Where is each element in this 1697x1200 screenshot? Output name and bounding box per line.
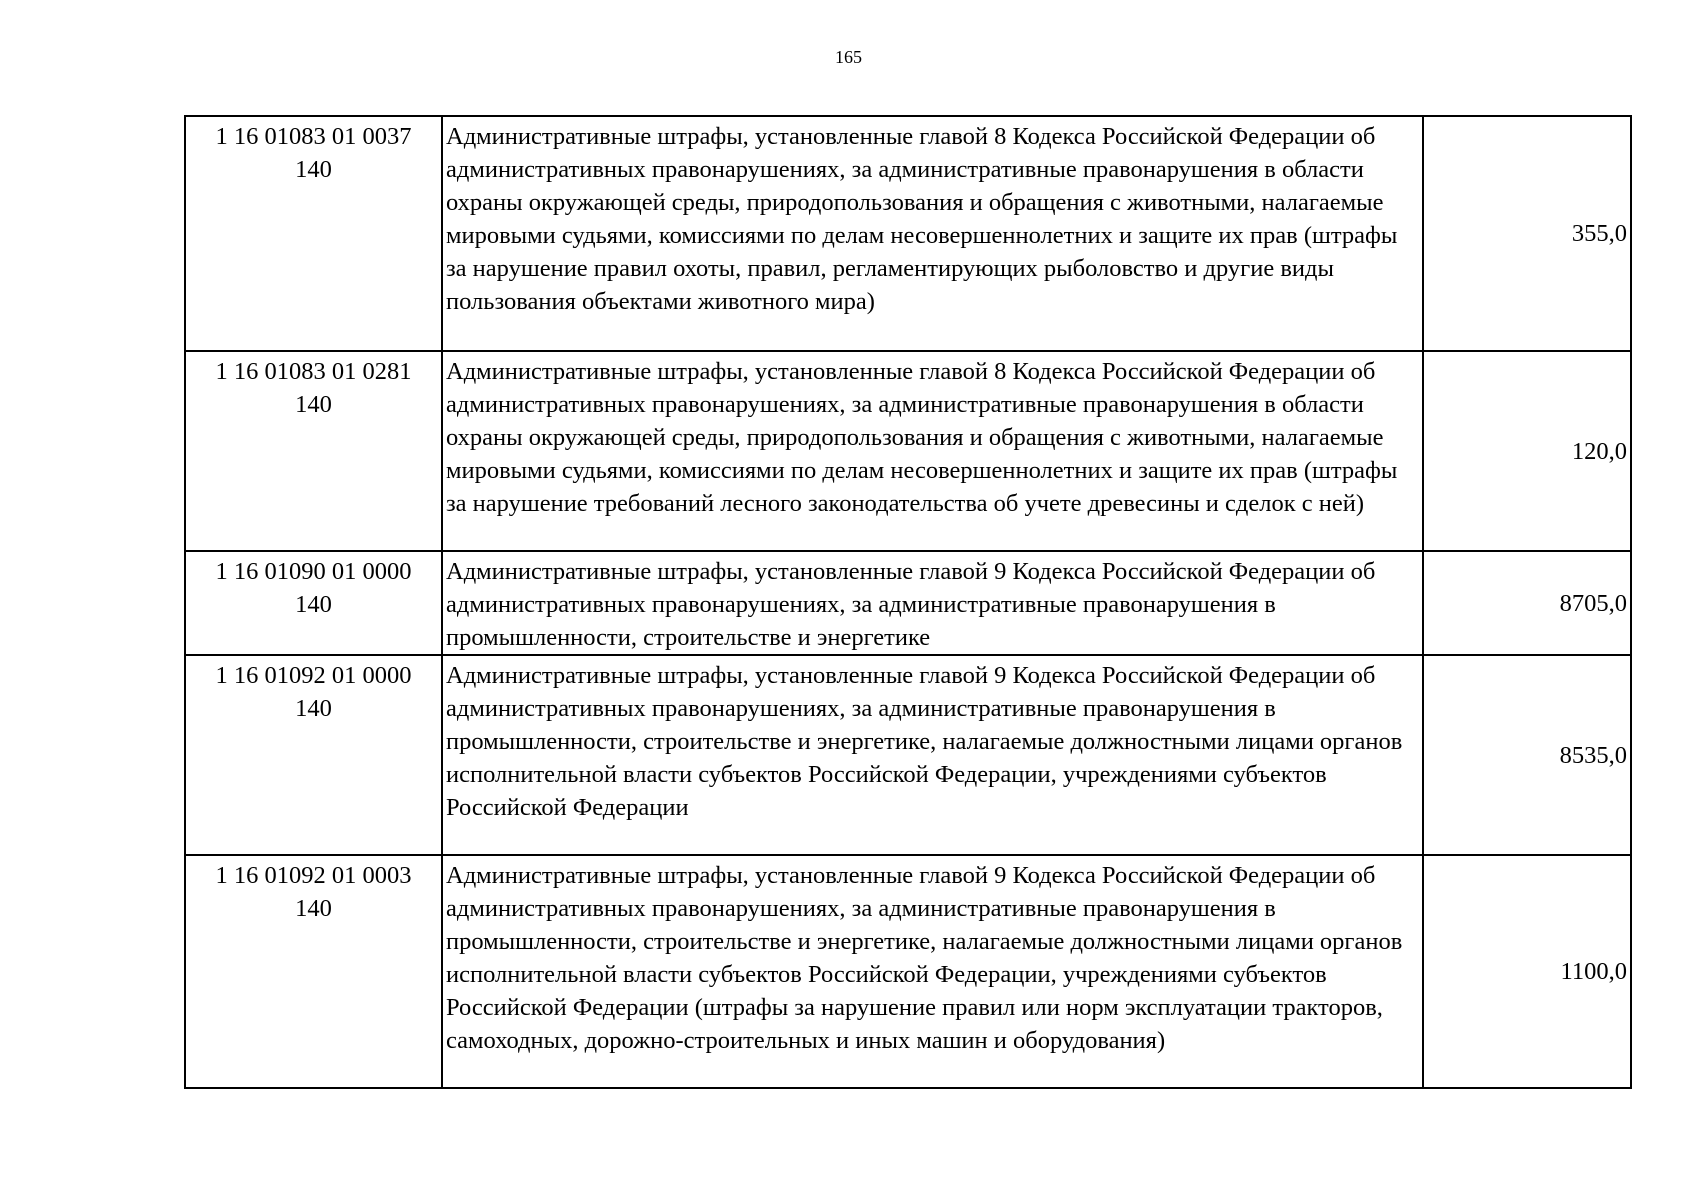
budget-code-suffix: 140 bbox=[295, 695, 332, 722]
amount-cell: 120,0 bbox=[1423, 351, 1631, 551]
description-cell: Административные штрафы, установленные главой 9 Кодекса Российской Федерации об административных правонарушениях, за административные правонарушения в промышленности, строительстве и энергетике bbox=[442, 551, 1423, 655]
code-cell bbox=[185, 551, 442, 655]
amount-cell: 8535,0 bbox=[1423, 655, 1631, 855]
table-row bbox=[185, 855, 1631, 1088]
budget-code: 1 16 01083 01 0037 bbox=[215, 123, 412, 150]
amount-cell: 8705,0 bbox=[1423, 551, 1631, 655]
amount-cell: 1100,0 bbox=[1423, 855, 1631, 1088]
budget-table bbox=[184, 115, 1632, 1089]
budget-code-suffix: 140 bbox=[295, 391, 332, 418]
budget-code: 1 16 01092 01 0003 bbox=[215, 862, 412, 889]
budget-code: 1 16 01090 01 0000 bbox=[215, 558, 412, 585]
table-row bbox=[185, 351, 1631, 551]
table-row bbox=[185, 655, 1631, 855]
code-cell bbox=[185, 116, 442, 351]
budget-code: 1 16 01092 01 0000 bbox=[215, 662, 412, 689]
amount-cell: 355,0 bbox=[1423, 116, 1631, 351]
page-number: 165 bbox=[835, 47, 862, 67]
budget-code-suffix: 140 bbox=[295, 895, 332, 922]
table-row bbox=[185, 116, 1631, 351]
budget-code-suffix: 140 bbox=[295, 591, 332, 618]
code-cell bbox=[185, 855, 442, 1088]
description-cell: Административные штрафы, установленные главой 8 Кодекса Российской Федерации об административных правонарушениях, за административные правонарушения в области охраны окружающей среды, природопользования и обращения с животными, налагаемые мировыми судьями, комиссиями по делам несовершеннолетних и защите их прав (штрафы за нарушение правил охоты, правил, регламентирующих рыболовство и другие виды пользования объектами животного мира) bbox=[442, 116, 1423, 351]
code-cell bbox=[185, 351, 442, 551]
budget-code: 1 16 01083 01 0281 bbox=[215, 358, 412, 385]
description-cell: Административные штрафы, установленные главой 8 Кодекса Российской Федерации об административных правонарушениях, за административные правонарушения в области охраны окружающей среды, природопользования и обращения с животными, налагаемые мировыми судьями, комиссиями по делам несовершеннолетних и защите их прав (штрафы за нарушение требований лесного законодательства об учете древесины и сделок с ней) bbox=[442, 351, 1423, 551]
table-row bbox=[185, 551, 1631, 655]
description-cell: Административные штрафы, установленные главой 9 Кодекса Российской Федерации об административных правонарушениях, за административные правонарушения в промышленности, строительстве и энергетике, налагаемые должностными лицами органов исполнительной власти субъектов Российской Федерации, учреждениями субъектов Российской Федерации (штрафы за нарушение правил или норм эксплуатации тракторов, самоходных, дорожно-строительных и иных машин и оборудования) bbox=[442, 855, 1423, 1088]
description-cell: Административные штрафы, установленные главой 9 Кодекса Российской Федерации об административных правонарушениях, за административные правонарушения в промышленности, строительстве и энергетике, налагаемые должностными лицами органов исполнительной власти субъектов Российской Федерации, учреждениями субъектов Российской Федерации bbox=[442, 655, 1423, 855]
budget-code-suffix: 140 bbox=[295, 156, 332, 183]
code-cell bbox=[185, 655, 442, 855]
